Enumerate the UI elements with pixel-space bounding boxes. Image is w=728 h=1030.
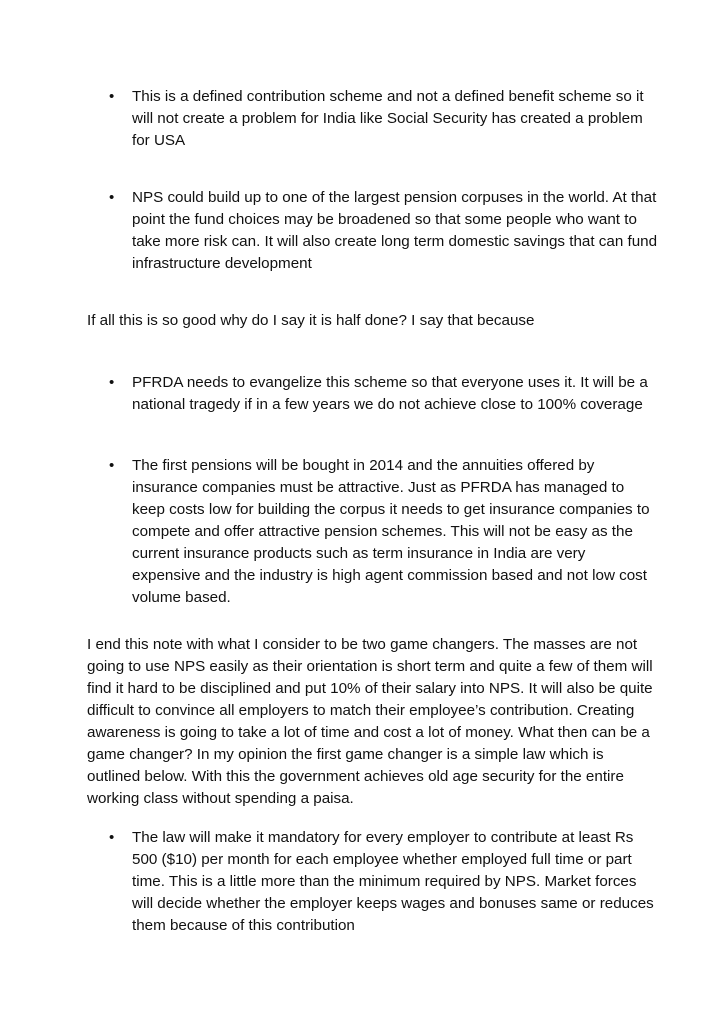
text-line: working class without spending a paisa. — [87, 790, 354, 807]
text-line: insurance companies must be attractive. Just as PFRDA has managed to — [132, 479, 625, 496]
text-line: 500 ($10) per month for each employee whether employed full time or part — [132, 851, 632, 868]
bullet-item-first-pensions — [132, 455, 652, 609]
text-line: The first pensions will be bought in 2014 and the annuities offered by — [132, 457, 595, 474]
bullet-marker: • — [109, 374, 115, 391]
text-line: find it hard to be disciplined and put 10% of their salary into NPS. It will also be quite — [87, 680, 653, 697]
bullet-marker: • — [109, 829, 115, 846]
text-line: current insurance products such as term insurance in India are very — [132, 545, 586, 562]
text-line: keep costs low for building the corpus it needs to get insurance companies to — [132, 501, 650, 518]
text-line: awareness is going to take a lot of time and cost a lot of money. What then can be a — [87, 724, 650, 741]
text-line: them because of this contribution — [132, 917, 355, 934]
text-line: NPS could build up to one of the largest pension corpuses in the world. At that — [132, 189, 657, 206]
bullet-marker: • — [109, 88, 115, 105]
text-line: volume based. — [132, 589, 231, 606]
text-line: going to use NPS easily as their orientation is short term and quite a few of them will — [87, 658, 653, 675]
paragraph-half-done — [87, 310, 647, 332]
text-line: time. This is a little more than the minimum required by NPS. Market forces — [132, 873, 637, 890]
bullet-item-nps-corpus — [132, 187, 658, 275]
text-line: expensive and the industry is high agent commission based and not low cost — [132, 567, 647, 584]
bullet-item-mandatory-law — [132, 827, 652, 937]
text-line: will decide whether the employer keeps wages and bonuses same or reduces — [132, 895, 654, 912]
text-line: difficult to convince all employers to match their employee’s contribution. Creating — [87, 702, 635, 719]
text-line: The law will make it mandatory for every employer to contribute at least Rs — [132, 829, 634, 846]
text-line: PFRDA needs to evangelize this scheme so that everyone uses it. It will be a — [132, 374, 648, 391]
text-line: will not create a problem for India like Social Security has created a problem — [132, 110, 643, 127]
text-line: I end this note with what I consider to be two game changers. The masses are not — [87, 636, 638, 653]
bullet-marker: • — [109, 457, 115, 474]
text-line: take more risk can. It will also create long term domestic savings that can fund — [132, 233, 658, 250]
text-line: national tragedy if in a few years we do not achieve close to 100% coverage — [132, 396, 643, 413]
text-line: for USA — [132, 132, 186, 149]
paragraph-game-changers — [87, 634, 653, 810]
text-line: outlined below. With this the government achieves old age security for the entire — [87, 768, 624, 785]
text-line: If all this is so good why do I say it is half done? I say that because — [87, 312, 535, 329]
text-line: compete and offer attractive pension schemes. This will not be easy as the — [132, 523, 633, 540]
text-line: infrastructure development — [132, 255, 312, 272]
bullet-item-pfrda-evangelize — [132, 372, 652, 416]
bullet-marker: • — [109, 189, 115, 206]
text-line: This is a defined contribution scheme and not a defined benefit scheme so it — [132, 88, 644, 105]
text-line: point the fund choices may be broadened so that some people who want to — [132, 211, 637, 228]
bullet-item-defined-contribution — [132, 86, 652, 152]
text-line: game changer? In my opinion the first game changer is a simple law which is — [87, 746, 604, 763]
